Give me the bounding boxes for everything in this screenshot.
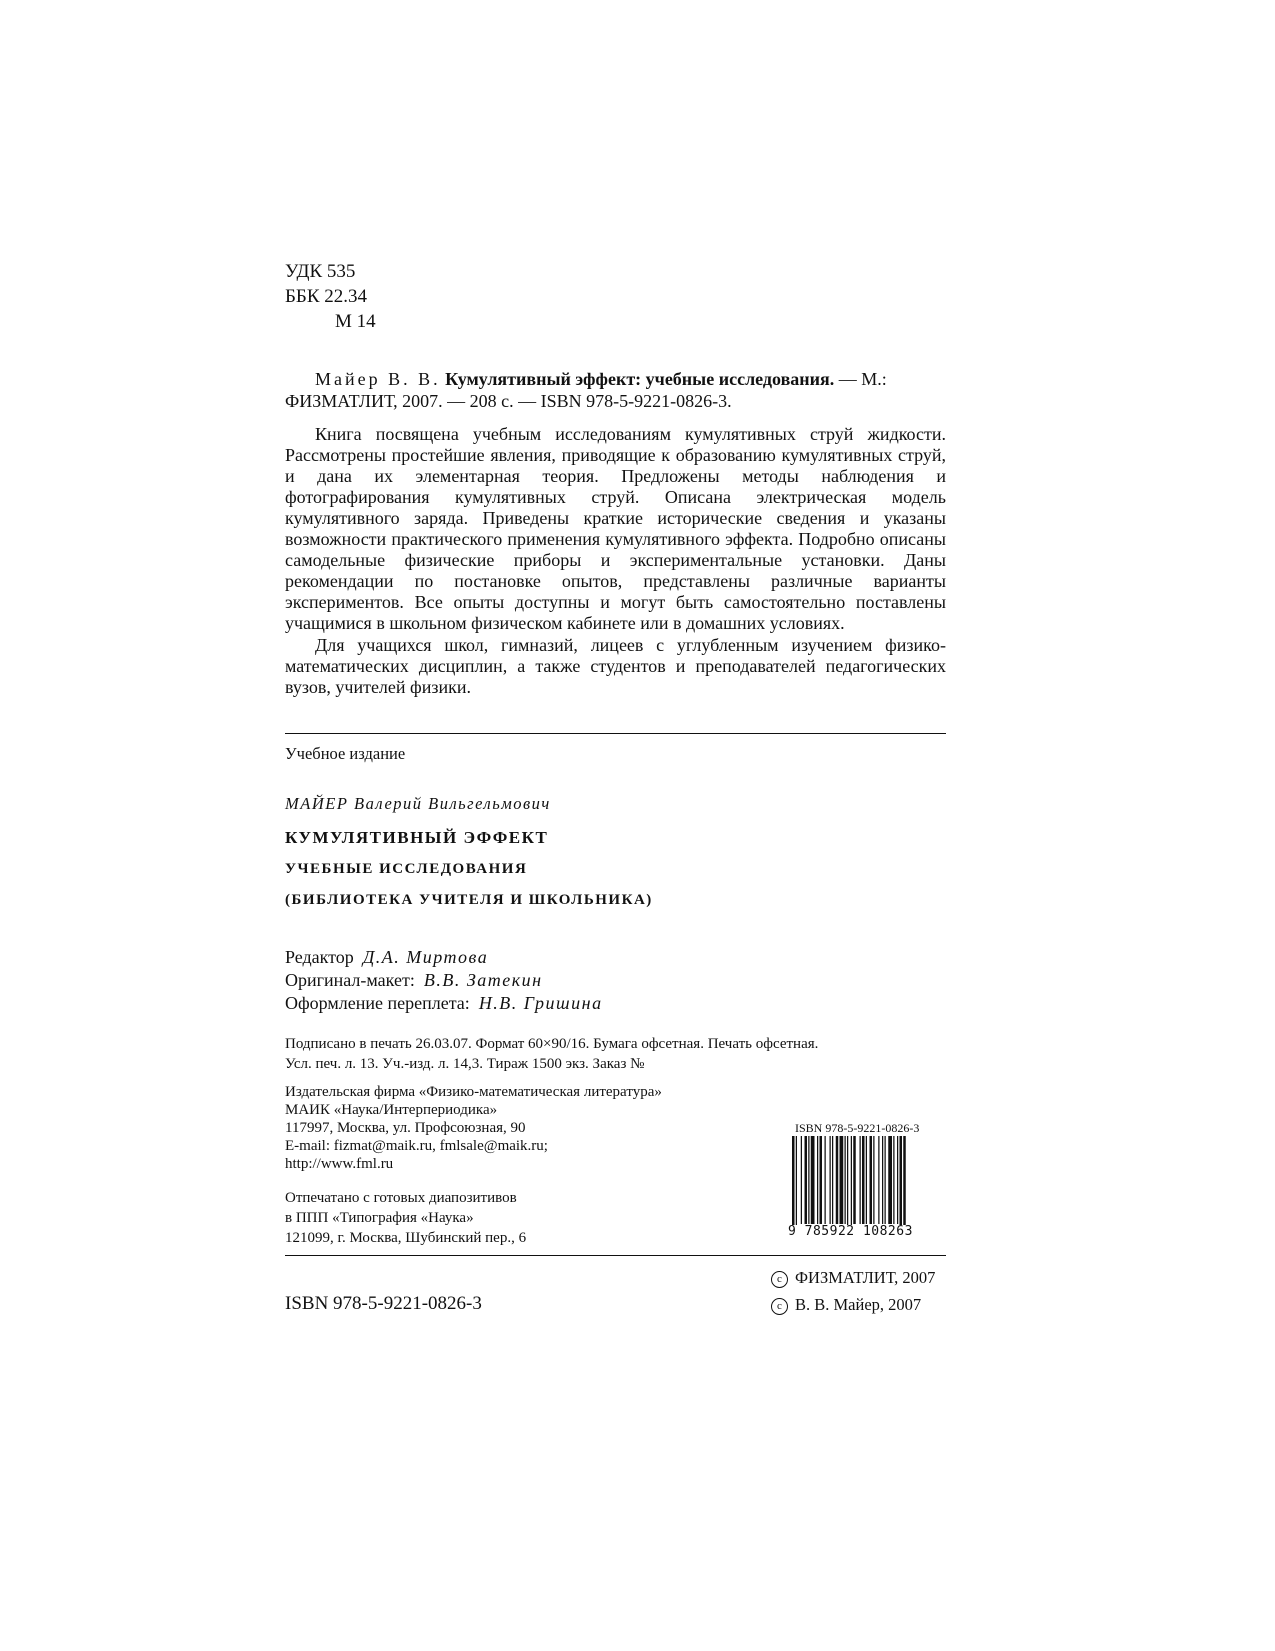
udk-code: УДК 535 <box>285 261 356 282</box>
barcode-bar <box>796 1136 797 1236</box>
barcode-isbn-label: ISBN 978-5-9221-0826-3 <box>795 1121 920 1135</box>
printer-info <box>285 1188 526 1248</box>
barcode-bar <box>903 1136 906 1236</box>
barcode-bar <box>851 1136 852 1236</box>
barcode-bar <box>805 1136 808 1224</box>
divider-top <box>285 733 946 734</box>
barcode-bar <box>801 1136 802 1224</box>
barcode-bar <box>870 1136 873 1224</box>
barcode-bar <box>845 1136 846 1224</box>
credits <box>285 946 603 1015</box>
barcode-bar <box>792 1136 795 1236</box>
annotation <box>285 424 946 698</box>
barcode-bar <box>878 1136 879 1224</box>
barcode-bar <box>882 1136 883 1224</box>
barcode-bar <box>836 1136 839 1224</box>
barcode-bar <box>866 1136 867 1224</box>
citation <box>285 368 946 412</box>
publisher-email: E-mail: fizmat@maik.ru, fmlsale@maik.ru; <box>285 1138 548 1154</box>
print-details <box>285 1034 818 1074</box>
barcode-bar <box>900 1136 903 1236</box>
book-title: КУМУЛЯТИВНЫЙ ЭФФЕКТ <box>285 828 549 847</box>
barcode-bar <box>893 1136 894 1224</box>
citation-title: Кумулятивный эффект: учебные исследования. <box>445 369 835 389</box>
citation-author: Майер В. В. <box>315 369 441 389</box>
copyright-icon: c <box>771 1298 788 1315</box>
copyright-icon: c <box>771 1271 788 1288</box>
divider-bottom <box>285 1255 946 1256</box>
book-subtitle: УЧЕБНЫЕ ИССЛЕДОВАНИЯ <box>285 861 528 877</box>
publisher-line-1: Издательская фирма «Физико-математическая литература» <box>285 1084 662 1100</box>
annotation-paragraph-1: Книга посвящена учебным исследованиям кумулятивных струй жидкости. Рассмотрены простейшие явления, приводящие к образованию кумулятивных струй, и дана их элементарная теория. Предложены методы наблюдения и фотографирования кумулятивных струй. Описана электрическая модель кумулятивного заряда. Приведены краткие исторические сведения и указаны возможности практического применения кумулятивного эффекта. Подробно описаны самодельные физические приборы и экспериментальные установки. Даны рекомендации по постановке опытов, представлены различные варианты экспериментов. Все опыты доступны и могут быть самостоятельно поставлены учащимися в школьном физическом кабинете или в домашних условиях. <box>285 424 946 633</box>
print-details-line-1: Подписано в печать 26.03.07. Формат 60×90/16. Бумага офсетная. Печать офсетная. <box>285 1036 819 1052</box>
barcode-bar <box>811 1136 815 1224</box>
barcode-bar <box>830 1136 831 1224</box>
publisher-website: http://www.fml.ru <box>285 1156 394 1172</box>
isbn-barcode <box>790 1136 946 1236</box>
barcode-bar <box>897 1136 898 1224</box>
copyright-publisher: c ФИЗМАТЛИТ, 2007 <box>771 1267 935 1288</box>
barcode-bar <box>853 1136 856 1224</box>
barcode-bar <box>825 1136 826 1224</box>
bbk-code: ББК 22.34 <box>285 286 367 307</box>
printer-line-2: в ППП «Типография «Наука» <box>285 1210 474 1226</box>
barcode-bar <box>832 1136 833 1224</box>
publisher-line-2: МАИК «Наука/Интерпериодика» <box>285 1102 498 1118</box>
credit-cover: Оформление переплета: Н.В. Гришина <box>285 993 603 1013</box>
barcode-bar <box>817 1136 818 1224</box>
barcode-bar <box>840 1136 844 1224</box>
barcode-bar <box>888 1136 892 1224</box>
credit-editor: Редактор Д.А. Миртова <box>285 947 489 967</box>
copyright-author: c В. В. Майер, 2007 <box>771 1294 921 1315</box>
author-mark: М 14 <box>335 311 376 332</box>
author-full-name: МАЙЕР Валерий Вильгельмович <box>285 794 551 813</box>
citation-place: — М.: <box>834 369 887 389</box>
credit-layout: Оригинал-макет: В.В. Затекин <box>285 970 543 990</box>
footer-isbn: ISBN 978-5-9221-0826-3 <box>285 1293 482 1314</box>
edition-type: Учебное издание <box>285 744 406 763</box>
barcode-bar <box>885 1136 886 1224</box>
barcode-digits: 9 785922 108263 <box>788 1224 913 1239</box>
barcode-bar <box>847 1136 848 1236</box>
printer-line-3: 121099, г. Москва, Шубинский пер., 6 <box>285 1230 527 1246</box>
citation-line2: ФИЗМАТЛИТ, 2007. — 208 с. — ISBN 978-5-9221-0826-3. <box>285 391 732 411</box>
barcode-bar <box>862 1136 865 1224</box>
book-series: (БИБЛИОТЕКА УЧИТЕЛЯ И ШКОЛЬНИКА) <box>285 892 653 908</box>
barcode-bar <box>820 1136 823 1224</box>
annotation-paragraph-2: Для учащихся школ, гимназий, лицеев с углубленным изучением физико-математических дисциплин, а также студентов и преподавателей педагогических вузов, учителей физики. <box>285 635 946 697</box>
barcode-bar <box>808 1136 809 1224</box>
barcode-bar <box>860 1136 861 1224</box>
printer-line-1: Отпечатано с готовых диапозитивов <box>285 1190 517 1206</box>
barcode-bar <box>873 1136 874 1224</box>
publisher-info <box>285 1083 662 1173</box>
publisher-line-3: 117997, Москва, ул. Профсоюзная, 90 <box>285 1120 526 1136</box>
print-details-line-2: Усл. печ. л. 13. Уч.-изд. л. 14,3. Тираж 1500 экз. Заказ № <box>285 1056 645 1072</box>
